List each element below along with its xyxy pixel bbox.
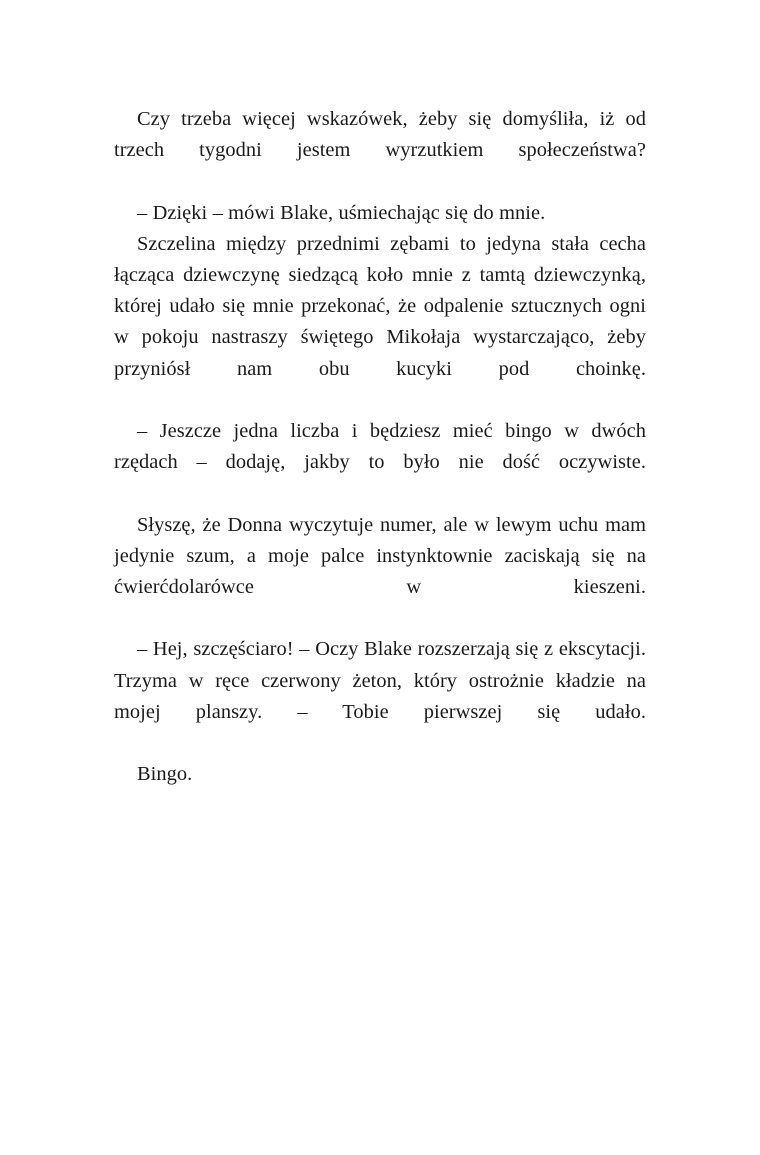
paragraph: Czy trzeba więcej wskazówek, żeby się domyśliła, iż od trzech tygodni jestem wyrzutkiem społeczeństwa? <box>114 108 646 162</box>
paragraph: – Jeszcze jedna liczba i będziesz mieć bingo w dwóch rzędach – dodaję, jakby to było nie dość oczywiste. <box>114 420 646 474</box>
paragraph: Słyszę, że Donna wyczytuje numer, ale w lewym uchu mam jedynie szum, a moje palce instynktownie zaciskają się na ćwierćdolarówce w kieszeni. <box>114 513 646 599</box>
body-text-block <box>114 104 646 790</box>
paragraph: Bingo. <box>137 763 193 786</box>
paragraph: Szczelina między przednimi zębami to jedyna stała cecha łącząca dziewczynę siedzącą koło mnie z tamtą dziewczynką, której udało się mnie przekonać, że odpalenie sztucznych ogni w pokoju nastraszy świętego Mikołaja wystarczająco, żeby przyniósł nam obu kucyki pod choinkę. <box>114 232 646 380</box>
paragraph: – Dzięki – mówi Blake, uśmiechając się do mnie. <box>137 201 546 224</box>
paragraph: – Hej, szczęściaro! – Oczy Blake rozszerzają się z ekscytacji. Trzyma w ręce czerwony żeton, który ostrożnie kładzie na mojej planszy. – Tobie pierwszej się udało. <box>114 638 646 723</box>
